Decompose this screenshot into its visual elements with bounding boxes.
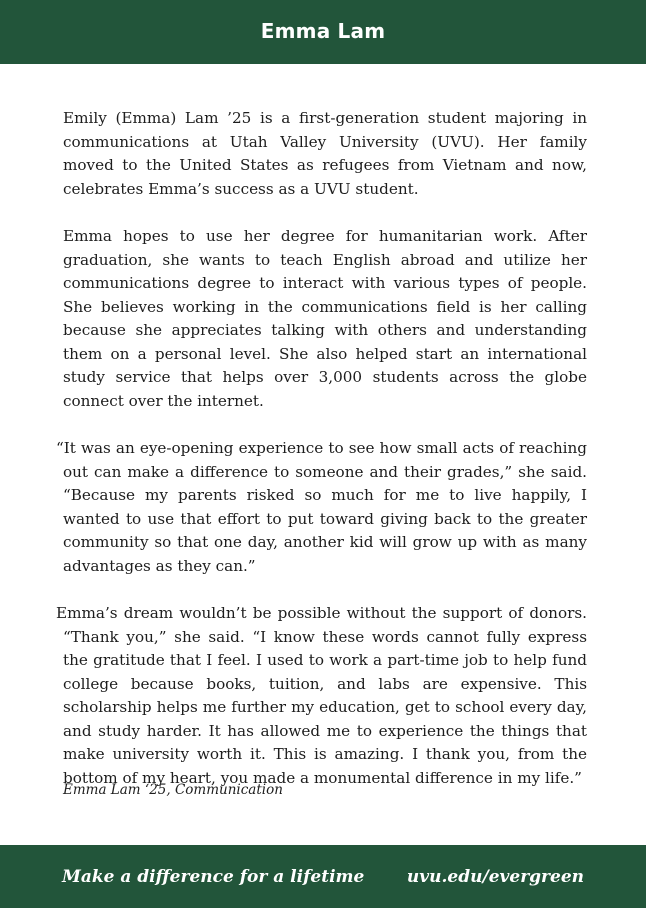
footer-banner xyxy=(0,845,646,908)
paragraph-thanks: Emma’s dream wouldn’t be possible without the support of donors. “Thank you,” she said. “I know these words cannot fully express the gratitude that I feel. I used to work a part-time job to help fund college because books, tuition, and labs are expensive. This scholarship helps me further my education, get to school every day, and study harder. It has allowed me to experience the things that make university worth it. This is amazing. I thank you, from the bottom of my heart, you made a monumental difference in my life.” xyxy=(56,604,587,787)
header-banner xyxy=(0,0,646,64)
attribution: Emma Lam ‘25, Communication xyxy=(63,782,283,798)
footer-tagline: Make a difference for a lifetime xyxy=(62,867,365,887)
paragraph-goals: Emma hopes to use her degree for humanitarian work. After graduation, she wants to teach English abroad and utilize her communications degree to interact with various types of people. She believes working in the communications field is her calling because she appreciates talking with others and understanding them on a personal level. She also helped start an international study service that helps over 3,000 students across the globe connect over the internet. xyxy=(63,227,587,410)
footer-url-link[interactable]: uvu.edu/evergreen xyxy=(406,867,584,887)
paragraph-intro: Emily (Emma) Lam ’25 is a first-generation student majoring in communications at Utah Valley University (UVU). Her family moved to the United States as refugees from Vietnam and now, celebrates Emma’s success as a UVU student. xyxy=(63,109,587,198)
paragraph-quote: “It was an eye-opening experience to see how small acts of reaching out can make a difference to someone and their grades,” she said. “Because my parents risked so much for me to live happily, I wanted to use that effort to put toward giving back to the greater community so that one day, another kid will grow up with as many advantages as they can.” xyxy=(56,439,587,575)
article-body xyxy=(56,107,587,814)
page-title: Emma Lam xyxy=(260,19,386,43)
